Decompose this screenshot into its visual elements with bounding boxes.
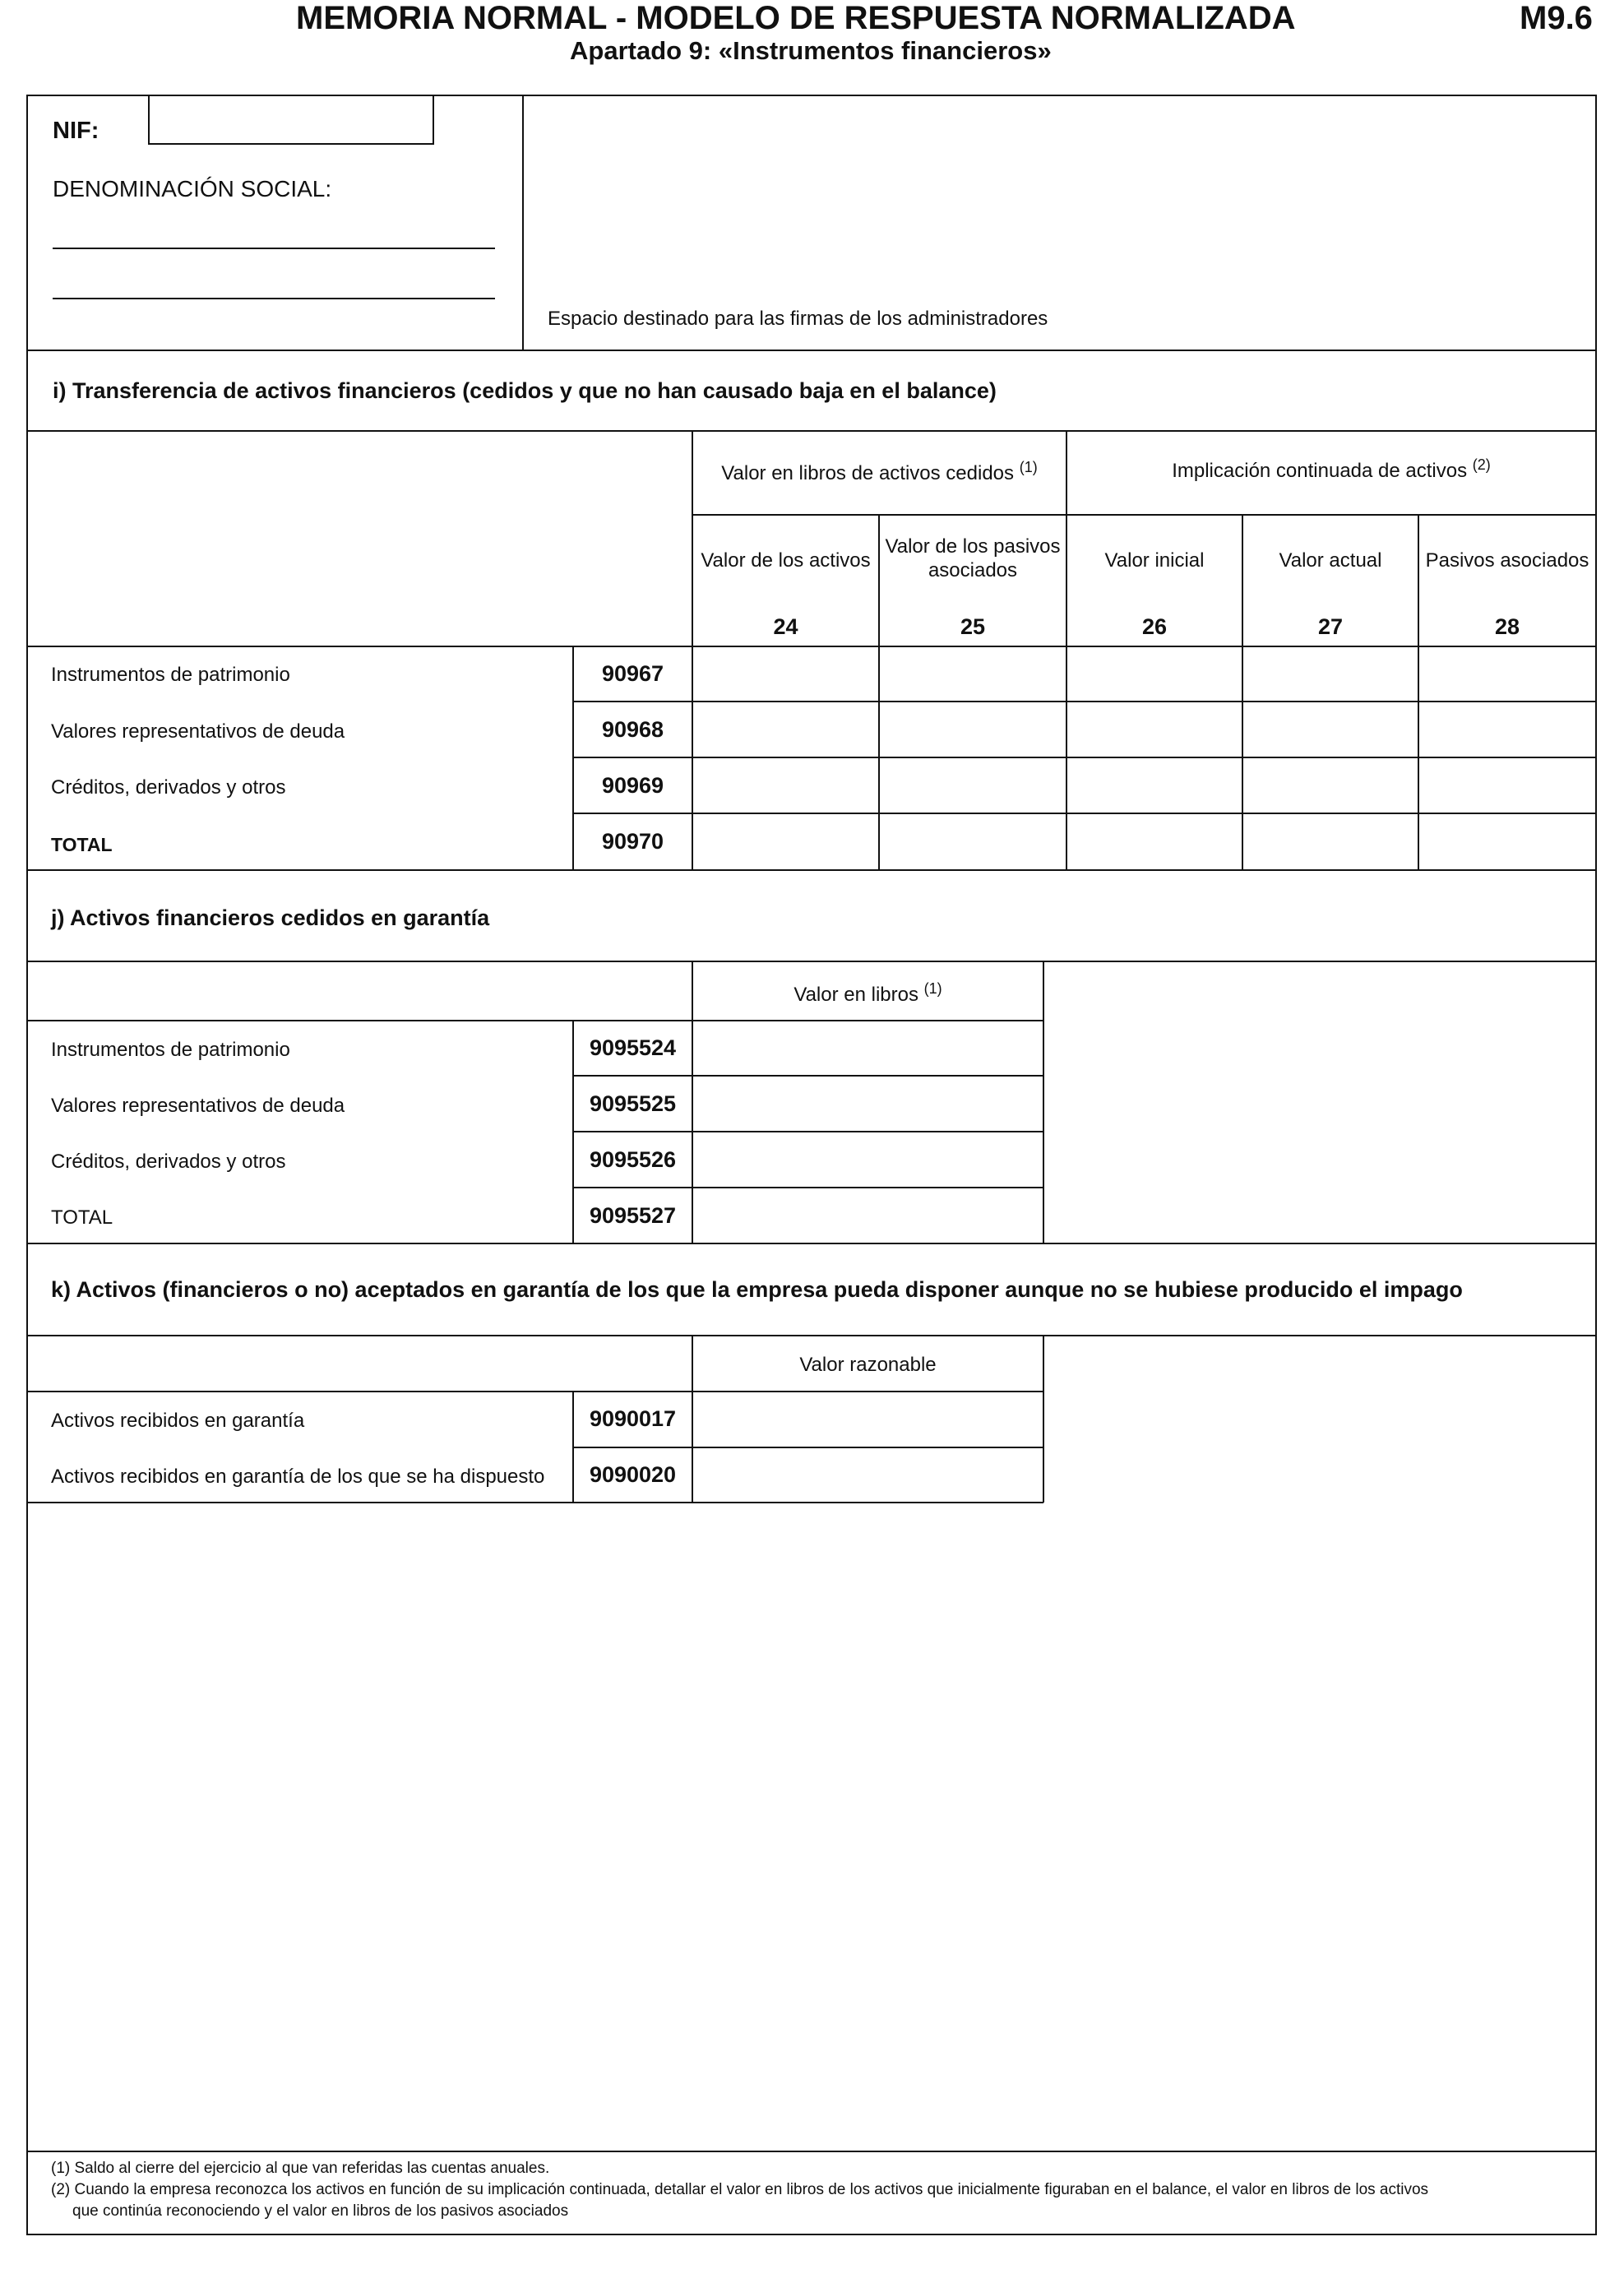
row-label: Valores representativos de deuda [51,720,345,743]
row-label: Activos recibidos en garantía [51,1410,305,1432]
section-k-title: k) Activos (financieros o no) aceptados en garantía de los que la empresa pueda disponer aunque no se hubiese producido el impago [51,1277,1463,1302]
row-code: 9095524 [589,1035,677,1060]
row-code: 9090017 [589,1406,677,1431]
footnote-2: (2) Cuando la empresa reconozca los activos en función de su implicación continuada, detallar el valor en libros de los activos que inicialmente figuraban en el balance, el valor en libros de los activos [51,2181,1429,2198]
footnote-2-continued: que continúa reconociendo y el valor en libros de los pasivos asociados [72,2202,569,2220]
row-code-total: 90970 [601,829,664,854]
col-code-24: 24 [773,614,798,639]
row-code: 90967 [601,661,664,686]
row-code: 90968 [601,717,664,742]
row-code: 90969 [601,773,664,798]
col-valor-pasivos-asociados: Valor de los pasivos asociados [885,535,1061,581]
row-label: Instrumentos de patrimonio [51,664,290,686]
col-pasivos-asociados: Pasivos asociados [1425,549,1589,572]
row-label: Créditos, derivados y otros [51,1151,286,1173]
row-label: Valores representativos de deuda [51,1095,345,1117]
row-code: 9095525 [589,1091,677,1116]
signature-label: Espacio destinado para las firmas de los administradores [548,308,1048,330]
denominacion-line-2[interactable] [53,298,495,299]
footnote-1: (1) Saldo al cierre del ejercicio al que van referidas las cuentas anuales. [51,2160,550,2177]
col-valor-inicial: Valor inicial [1104,549,1205,572]
row-label: Instrumentos de patrimonio [51,1039,290,1061]
denominacion-label: DENOMINACIÓN SOCIAL: [53,176,332,201]
col-code-25: 25 [960,614,986,639]
row-label: Créditos, derivados y otros [51,776,286,799]
page-subtitle: Apartado 9: «Instrumentos financieros» [570,36,1052,65]
row-label-total: TOTAL [51,834,113,855]
denominacion-line-1[interactable] [53,248,495,249]
section-j-title: j) Activos financieros cedidos en garantía [51,905,490,930]
page-title: MEMORIA NORMAL - MODELO DE RESPUESTA NORMALIZADA [296,0,1296,36]
col-valor-actual: Valor actual [1279,549,1382,572]
col-code-27: 27 [1317,614,1344,639]
header-valor-libros-cedidos: Valor en libros de activos cedidos $^{(1)}$ [721,459,1038,484]
nif-field[interactable] [148,95,434,145]
row-code: 9095526 [589,1147,677,1172]
row-code: 9090020 [589,1462,677,1487]
col-valor-activos: Valor de los activos [701,549,871,572]
row-code-total: 9095527 [589,1203,677,1228]
form-code: M9.6 [1520,0,1593,36]
col-valor-en-libros: Valor en libros $^{(1)}$ [793,980,942,1006]
section-i-title: i) Transferencia de activos financieros (cedidos y que no han causado baja en el balance) [53,378,997,403]
row-label: Activos recibidos en garantía de los que se ha dispuesto [51,1466,545,1488]
nif-label: NIF: [53,118,99,144]
header-implicacion-continuada: Implicación continuada de activos $^{(2)}$ [1172,456,1491,482]
col-code-26: 26 [1141,614,1168,639]
row-label-total: TOTAL [51,1206,113,1229]
col-valor-razonable: Valor razonable [799,1354,937,1376]
col-code-28: 28 [1494,614,1520,639]
